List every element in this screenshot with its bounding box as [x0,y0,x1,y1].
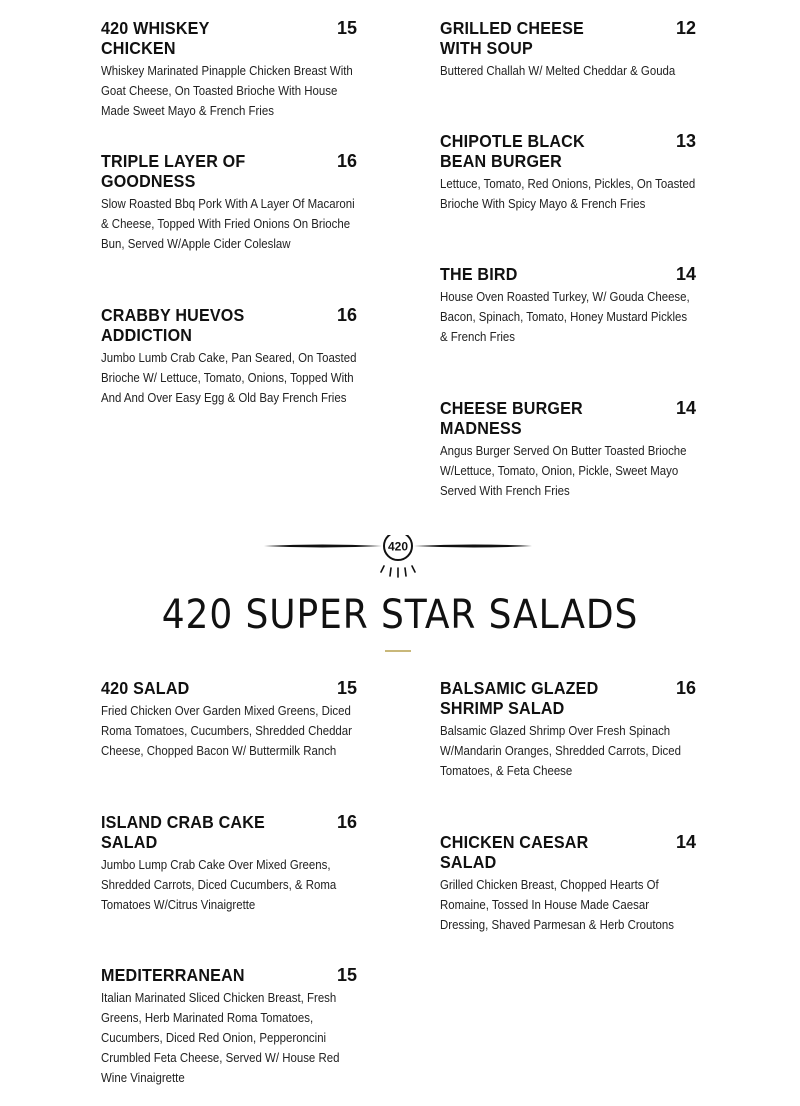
item-name: ISLAND CRAB CAKE SALAD [101,812,265,852]
item-price: 13 [675,131,696,151]
item-description: Slow Roasted Bbq Pork With A Layer Of Macaroni & Cheese, Topped With Fried Onions On Brioche Bun, Served W/Apple Cider Coleslaw [101,196,355,251]
item-description: Angus Burger Served On Butter Toasted Brioche W/Lettuce, Tomato, Onion, Pickle, Sweet Mayo Served With French Fries [440,443,687,498]
item-price: 16 [336,151,357,171]
item-price: 12 [675,18,696,38]
item-price: 15 [336,678,357,698]
menu-item [440,832,696,935]
item-name: CHEESE BURGER MADNESS [440,398,583,438]
menu-item [101,965,357,1088]
item-price: 16 [336,812,357,832]
item-description: Balsamic Glazed Shrimp Over Fresh Spinach W/Mandarin Oranges, Shredded Carrots, Diced Tomatoes, & Feta Cheese [440,723,681,778]
item-description: Italian Marinated Sliced Chicken Breast, Fresh Greens, Herb Marinated Roma Tomatoes, Cucumbers, Diced Red Onion, Pepperoncini Crumbled Feta Cheese, Served W/ House Red Wine Vinaigrette [101,990,340,1085]
item-name: CHIPOTLE BLACK BEAN BURGER [440,131,585,171]
item-description: Lettuce, Tomato, Red Onions, Pickles, On Toasted Brioche With Spicy Mayo & French Fries [440,176,696,211]
item-description: Fried Chicken Over Garden Mixed Greens, Diced Roma Tomatoes, Cucumbers, Shredded Cheddar Cheese, Chopped Bacon W/ Buttermilk Ranch [101,703,352,758]
menu-item [440,18,696,81]
item-name: 420 WHISKEY CHICKEN [101,18,210,58]
section-title: 420 SUPER STAR SALADS [161,592,639,638]
menu-item [101,305,357,408]
item-price: 14 [675,398,696,418]
section-divider [262,535,534,585]
item-price: 15 [336,965,357,985]
item-description: Buttered Challah W/ Melted Cheddar & Gouda [440,63,676,78]
item-price: 16 [675,678,696,698]
item-name: GRILLED CHEESE WITH SOUP [440,18,584,58]
menu-item [101,812,357,915]
divider-badge: 420 [387,539,409,554]
menu-item [440,131,696,214]
item-description: Jumbo Lump Crab Cake Over Mixed Greens, Shredded Carrots, Diced Cucumbers, & Roma Tomatoes W/Citrus Vinaigrette [101,857,337,912]
item-description: Whiskey Marinated Pinapple Chicken Breast With Goat Cheese, On Toasted Brioche With House Made Sweet Mayo & French Fries [101,63,353,118]
item-price: 16 [336,305,357,325]
item-name: BALSAMIC GLAZED SHRIMP SALAD [440,678,599,718]
item-price: 14 [675,832,696,852]
item-price: 14 [675,264,696,284]
item-description: Jumbo Lumb Crab Cake, Pan Seared, On Toasted Brioche W/ Lettuce, Tomato, Onions, Topped With And And Over Easy Egg & Old Bay French Fries [101,350,357,405]
item-price: 15 [336,18,357,38]
item-name: THE BIRD [440,264,518,284]
sun-rays-icon [381,566,415,577]
menu-item [101,18,357,121]
title-underline [385,650,411,652]
menu-item [440,264,696,347]
item-name: CHICKEN CAESAR SALAD [440,832,589,872]
item-name: 420 SALAD [101,678,190,698]
menu-item [440,398,696,501]
item-name: CRABBY HUEVOS ADDICTION [101,305,245,345]
menu-item [440,678,696,781]
menu-item [101,678,357,761]
item-description: House Oven Roasted Turkey, W/ Gouda Cheese, Bacon, Spinach, Tomato, Honey Mustard Pickles & French Fries [440,289,690,344]
item-name: TRIPLE LAYER OF GOODNESS [101,151,246,191]
item-name: MEDITERRANEAN [101,965,245,985]
menu-item [101,151,357,254]
item-description: Grilled Chicken Breast, Chopped Hearts Of Romaine, Tossed In House Made Caesar Dressing, Shaved Parmesan & Herb Croutons [440,877,674,932]
